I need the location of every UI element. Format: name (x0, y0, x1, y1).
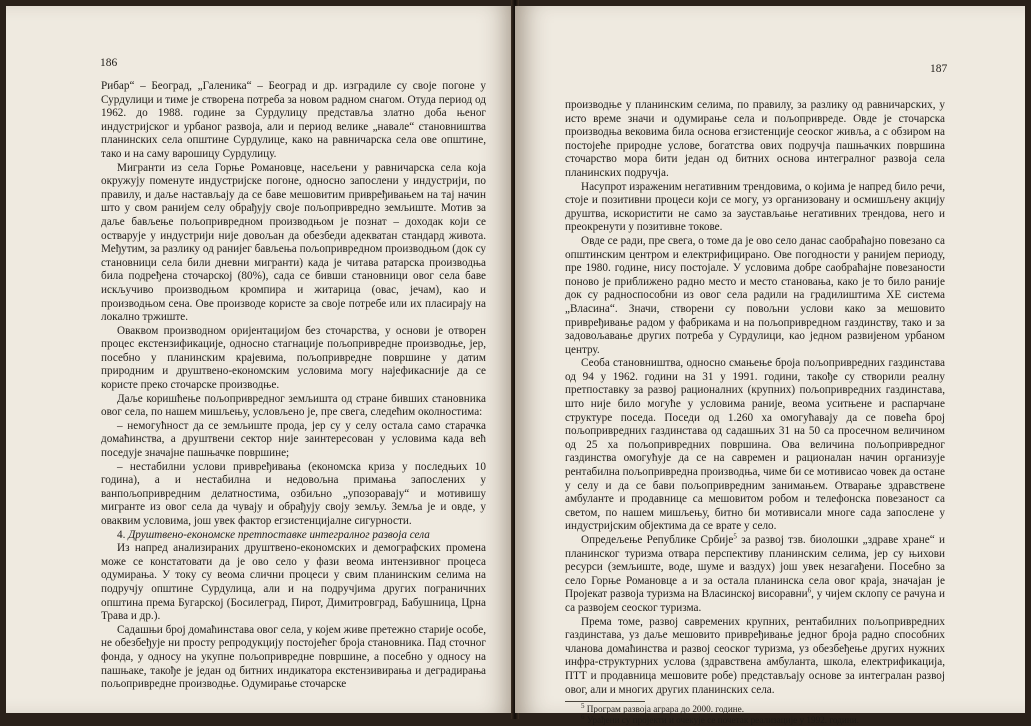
section-heading (101, 529, 486, 543)
right-page (515, 6, 1025, 726)
paragraph-text: , у чијем склопу се рачуна и са развојем сеоског туризма. (565, 588, 946, 614)
footnote-ref: 5 (733, 532, 737, 541)
paragraph: Насупрот израженим негативним трендовима, о којима је напред било речи, стоје и позитивни процеси који се могу, уз организовану и осмишљену акцију друштва, искористити не само за заустављање негативних трендова, него и преокренути у позитивне токове. (565, 180, 945, 234)
paragraph: Даље коришћење пољопривредног земљишта од стране бивших становника овог села, по нашем мишљењу, условљено је, пре свега, следећим околностима: (101, 392, 486, 419)
paragraph: Овде се ради, пре свега, о томе да је ово село данас саобраћајно повезано са општинским центром и електрифицирано. Ове погодности у ранијем периоду, пре 1980. године, нису постојале. У условима добре саобраћајне повезаности поново је приближено радно место и место становања, како је то било раније док су радноспособни из овог села радили на градилиштима ХЕ система „Власина“. Значи, створени су повољни услови како за мешовито привређивање радом у фабрикама и на пољопривредном газдинству, тако и за задовољавање других потреба у Сурдулици, као једном развијеном урбаном центру. (565, 234, 945, 356)
footnote-marker: 5 (581, 702, 585, 711)
page-number-left: 186 (100, 57, 118, 69)
paragraph: Садашњи број домаћинстава овог села, у којем живе претежно старије особе, не обезбеђује ни просту репродукцију постојећег броја становника. Пад сточног фонда, у односу на укупне пољопривредне површине, а посебно у односу на пашњаке, такође је један од битних индикатора екстензивирања и деградирања пољопривредне производње. Одумирање сточарске (101, 623, 486, 691)
right-page-text (565, 99, 945, 726)
footnote (565, 704, 945, 715)
paragraph: Оваквом производном оријентацијом без сточарства, у основи је отворен процес екстензификације, односно стагнације пољопривредне производње, јер, посебно у планинским крајевима, пољопривредне површине у датим природним и друштвено-економским условима могу најефикасније да се користе преко сточарске производње. (101, 324, 486, 392)
footnote-ref: 6 (807, 586, 812, 595)
paragraph: Према томе, развој савремених крупних, рентабилних пољопривредних газдинстава, уз даље мешовито привређивање једног броја радно способних чланова домаћинства и развој сеоског туризма, уз обезбеђење других нужних инфра-структурних услова (здравствена амбуланта, школа, електрификација, ПТТ и продавница мешовите робе) представљају основе за интегралан развој овог, али и многих других планинских села. (565, 615, 945, 696)
section-title: Друштвено-економске претпоставке интегралног развоја села (128, 528, 430, 541)
paragraph: производње у планинским селима, по правилу, за разлику од равничарских, у исто време значи и одумирање села и пољопривреде. Овде је сточарска производња вековима била основа егзистенције сеоског живља, а с обзиром на постојеће природне услове, богатства ових подручја пашњачких површина сточарство мора бити један од битних основа интегралног развоја села планинских подручја. (565, 99, 945, 179)
paragraph: Рибар“ – Београд, „Галеника“ – Београд и др. изградиле су своје погоне у Сурдулици и тиме је створена потреба за новом радном снагом. Отуда период од 1962. до 1988. године за Сурдулицу представља златно доба њеног индустријског и урбаног развоја, али и период велике „навале“ становништва планинских села општине Сурдулице, како на равничарска села ове општине, тако и на саму варошицу Сурдулицу. (101, 80, 486, 160)
footnote-marker: 6 (581, 713, 585, 722)
paragraph: Из напред анализираних друштвено-економских и демографских промена може се констатовати да је ово село у фази веома интензивног процеса одумирања. У току су веома слични процеси у свим планинским селима на подручју општине Сурдулица, али и на подручјима других пограничних општина према Бугарској (Босилеград, Пирот, Димитровград, Бабушница, Црна Трава и др.). (101, 542, 486, 623)
list-item: – нестабилни услови привређивања (економска криза у последњих 10 година), а и нестабилна и недовољна примања запослених у ванпољопривредним делатностима, озбиљно „упозоравају“ и мотивишу мигранте из овог села да чувају и обрађују своју земљу. Земља је и овде, у оваквим условима, још увек фактор егзистенцијалне сигурности. (101, 460, 486, 527)
paragraph: Сеоба становништва, односно смањење броја пољопривредних газдинстава од 94 у 1962. години на 31 у 1991. години, такође су створили реалну претпоставку за развој рационалних (крупних) пољопривредних газдинстава, што није било могуће у условима раније, веома уситњене и распарчане структуре поседа. Поседи од 1.260 ха омогућавају да се повећа број пољопривредних газдинстава од садашњих 31 на 50 са просечном величином од 25 ха пољопривредних површина. Ова величина пољопривредног газдинства омогућује да се на савремен и рационалан начин организује рентабилна пољопривредна производња, чиме би се мотивисао човек да остане у селу и да се бави пољопривредним занимањем. Отварање здравствене амбуланте и продавнице са мешовитом робом и телефонска повезаност са светом, по нашем мишљењу, битно би мотивисали многе сада запослене у индустријским објектима да се врате у село. (565, 357, 945, 533)
footnote (565, 715, 945, 726)
paragraph-text: Опредељење Републике Србије (581, 534, 734, 546)
left-page (6, 6, 515, 713)
footnote-divider (565, 701, 645, 702)
paragraph: Мигранти из села Горње Романовце, насељени у равничарска села која окружују поменуте индустријске погоне, односно запослени у индустрији, по правилу, и даље настављају да се баве мешовитим привређивањем на тај начин што у свом ранијем селу обрађују своје пољопривредно земљиште. Мотив за даље бављење пољопривредном производњом је познат – доходак који се остварује у индустрији није довољан да обезбеди адекватан стандард живота. Међутим, за разлику од ранијег бављења пољопривредном производњом (док су становници села били дневни мигранти) када је читава ратарска производња била подређена сточарској (80%), сада се бивши становници овог села баве искључиво производњом кромпира и житарица (овас, јечам), као и производњом сена. Ове производе користе за своје потребе или их пласирају на локално тржиште. (101, 161, 486, 324)
paragraph-text: за развој тзв. биолошки „здраве хране“ и планинског туризма отвара перспективу планинским селима, јер су њихови ресурси (земљиште, воде, шуме и ваздух) још увек незагађени. Посебно за село Горње Романовце а и за остала планинска села овог краја, значајан је Пројекат развоја туризма на Власинској висоравни (565, 534, 946, 601)
left-page-text (101, 80, 486, 692)
footnote-text: Урађени су пројекти и очекује се почетак реализације у 1992. години. (584, 715, 859, 726)
footnote-text: Програм развоја аграра до 2000. године. (584, 704, 745, 715)
list-item: – немогућност да се земљиште прода, јер су у селу остала само старачка домаћинства, а друштвени сектор није заинтересован у условима када већ поседује значајне пашњачке површине; (101, 419, 486, 460)
page-number-right: 187 (930, 63, 948, 75)
section-number: 4. (117, 528, 126, 541)
paragraph (565, 534, 945, 616)
